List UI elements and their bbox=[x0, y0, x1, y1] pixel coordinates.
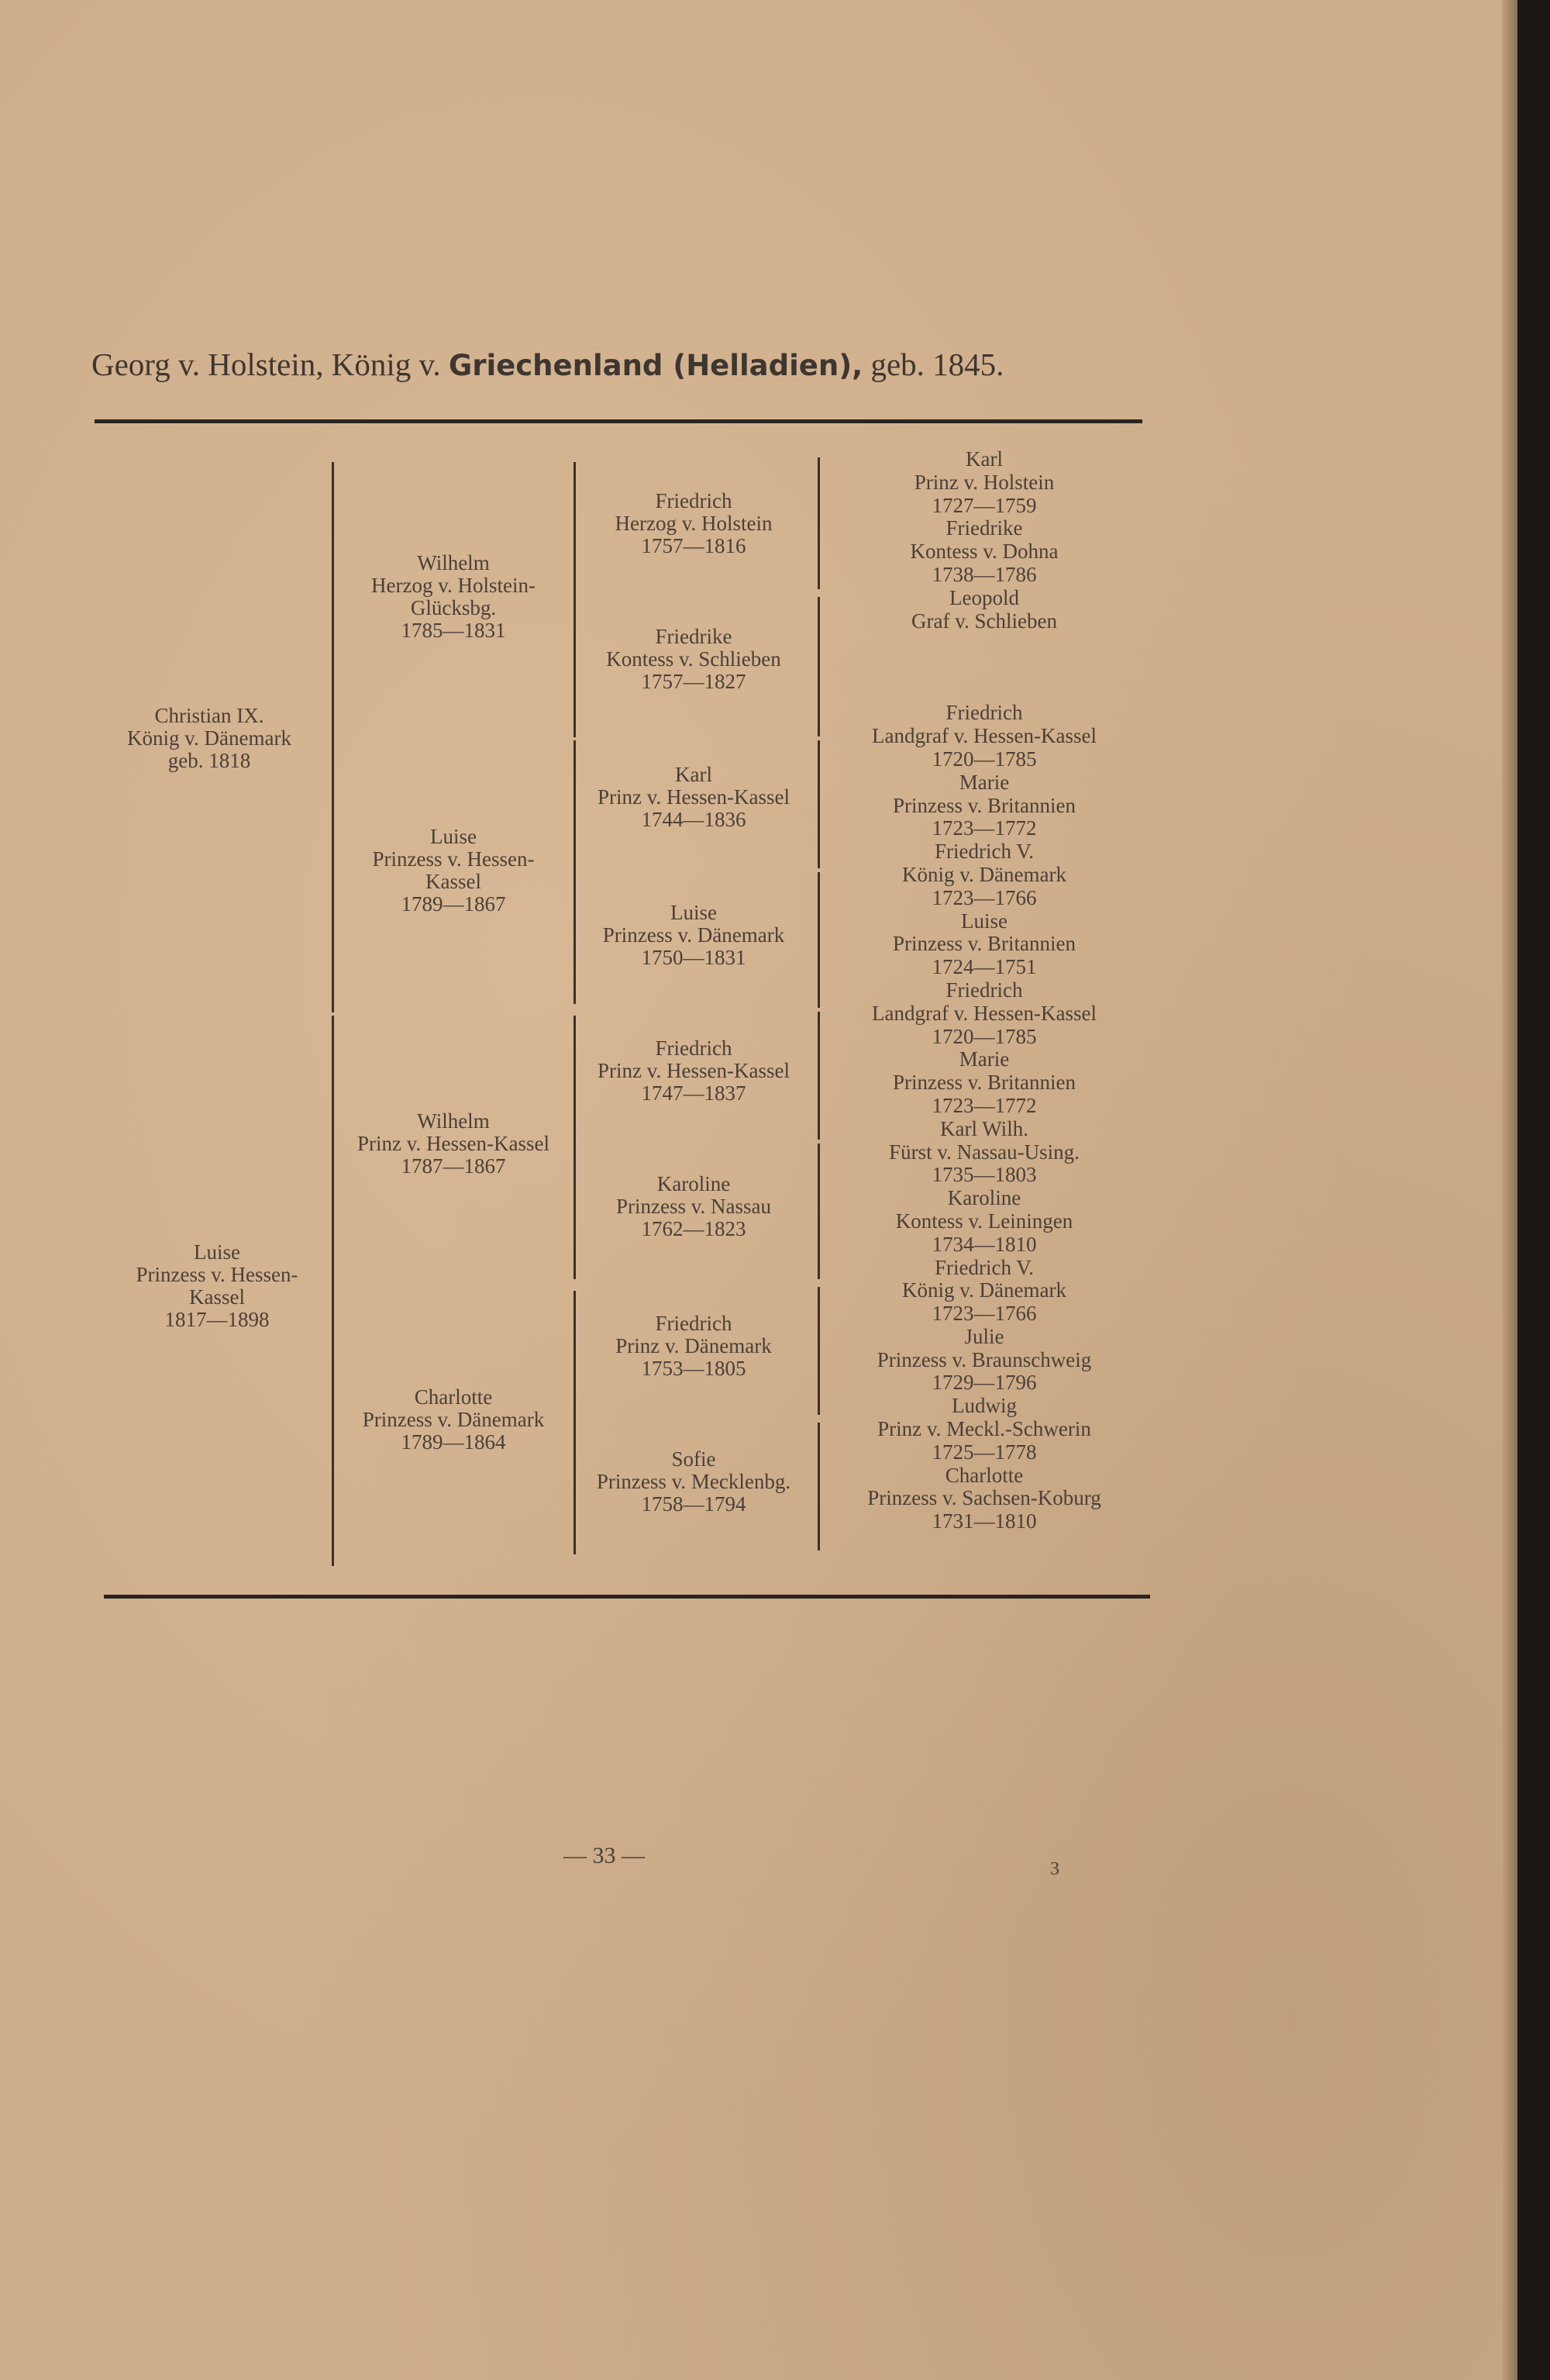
gen4-line: 1729—1796 bbox=[932, 1371, 1037, 1395]
gen4-line: Prinz v. Holstein bbox=[914, 470, 1055, 494]
gen4-line: König v. Dänemark bbox=[902, 862, 1066, 886]
gen4-line: Marie bbox=[959, 1047, 1010, 1071]
gen4-line: 1720—1785 bbox=[932, 1024, 1037, 1048]
bracket-gen1-a bbox=[332, 462, 334, 1012]
gen4-line: Friedrich V. bbox=[935, 840, 1034, 864]
bracket-gen3-c bbox=[818, 740, 820, 868]
gen4-line: Marie bbox=[959, 770, 1010, 794]
gen4-line: Friedrich bbox=[946, 978, 1023, 1002]
gen4-line: Karl bbox=[966, 447, 1003, 471]
page-title bbox=[91, 346, 1004, 383]
gen4-line: 1723—1766 bbox=[932, 885, 1037, 909]
gen2-person: Wilhelm Prinz v. Hessen-Kassel 1787—1867 bbox=[357, 1109, 549, 1178]
gen4-line: Landgraf v. Hessen-Kassel bbox=[872, 1001, 1097, 1025]
gen4-line: Friedrich V. bbox=[935, 1255, 1034, 1279]
gen3-person: Luise Prinzess v. Dänemark 1750—1831 bbox=[602, 901, 785, 969]
gen1-person: Luise Prinzess v. Hessen- Kassel 1817—1898 bbox=[136, 1240, 298, 1331]
gen4-line: Kontess v. Leiningen bbox=[895, 1209, 1073, 1233]
gen1-person: Christian IX. König v. Dänemark geb. 1818 bbox=[127, 704, 291, 772]
gen4-line: Friedrike bbox=[946, 516, 1023, 540]
bracket-gen3-f bbox=[818, 1143, 820, 1279]
gen3-person: Karoline Prinzess v. Nassau 1762—1823 bbox=[616, 1172, 771, 1240]
bracket-gen3-e bbox=[818, 1012, 820, 1140]
gen4-line: Fürst v. Nassau-Using. bbox=[889, 1140, 1080, 1164]
gen4-line: Karl Wilh. bbox=[940, 1116, 1028, 1140]
gen4-line: Leopold bbox=[949, 585, 1019, 609]
gen3-person: Friedrike Kontess v. Schlieben 1757—1827 bbox=[606, 625, 781, 693]
gen3-person: Karl Prinz v. Hessen-Kassel 1744—1836 bbox=[598, 763, 790, 831]
title-bold: Griechenland (Helladien), bbox=[448, 349, 863, 382]
signature-mark: 3 bbox=[1050, 1859, 1059, 1879]
gen4-line: Prinzess v. Sachsen-Koburg bbox=[867, 1486, 1101, 1510]
gen4-line: 1723—1772 bbox=[932, 1093, 1037, 1117]
gen4-line: Friedrich bbox=[946, 701, 1023, 725]
gen4-line: Graf v. Schlieben bbox=[911, 609, 1057, 633]
gen4-line: König v. Dänemark bbox=[902, 1278, 1066, 1302]
gen4-line: 1723—1766 bbox=[932, 1302, 1037, 1326]
gen4-line: 1735—1803 bbox=[932, 1163, 1037, 1187]
gen3-person: Friedrich Herzog v. Holstein 1757—1816 bbox=[615, 489, 773, 557]
gen3-person: Friedrich Prinz v. Dänemark 1753—1805 bbox=[615, 1312, 772, 1380]
title-trail: geb. 1845. bbox=[870, 347, 1004, 382]
page-number: — 33 — bbox=[563, 1843, 645, 1868]
top-rule bbox=[95, 419, 1142, 423]
bracket-gen3-a bbox=[818, 457, 820, 589]
gen4-line: Luise bbox=[961, 909, 1008, 933]
gen4-line: Julie bbox=[964, 1324, 1004, 1348]
gen3-person: Friedrich Prinz v. Hessen-Kassel 1747—1837 bbox=[598, 1037, 790, 1105]
gen4-line: 1731—1810 bbox=[932, 1509, 1037, 1533]
bracket-gen3-b bbox=[818, 597, 820, 736]
gen4-line: Karoline bbox=[947, 1186, 1021, 1210]
gen4-line: 1724—1751 bbox=[932, 955, 1037, 979]
gen4-line: 1720—1785 bbox=[932, 747, 1037, 771]
title-lead: Georg v. Holstein, König v. bbox=[91, 347, 441, 382]
gen4-line: Landgraf v. Hessen-Kassel bbox=[872, 724, 1097, 748]
gen4-line: 1725—1778 bbox=[932, 1440, 1037, 1464]
gen4-line: 1734—1810 bbox=[932, 1232, 1037, 1256]
page-edge bbox=[1502, 0, 1517, 2380]
gen4-line: Prinz v. Meckl.-Schwerin bbox=[877, 1417, 1091, 1441]
bracket-gen3-h bbox=[818, 1423, 820, 1550]
gen3-person: Sofie Prinzess v. Mecklenbg. 1758—1794 bbox=[596, 1447, 791, 1516]
gen4-line: Kontess v. Dohna bbox=[910, 540, 1059, 564]
gen4-line: Prinzess v. Britannien bbox=[893, 932, 1076, 956]
gen4-line: Ludwig bbox=[952, 1394, 1017, 1418]
gen2-person: Charlotte Prinzess v. Dänemark 1789—1864 bbox=[362, 1385, 545, 1454]
bracket-gen3-g bbox=[818, 1287, 820, 1415]
gen4-line: Prinzess v. Braunschweig bbox=[877, 1347, 1092, 1371]
gen4-column bbox=[822, 448, 1147, 1533]
bracket-gen3-d bbox=[818, 872, 820, 1008]
gen4-line: 1727—1759 bbox=[932, 493, 1037, 517]
gen2-person: Wilhelm Herzog v. Holstein- Glücksbg. 1785—1831 bbox=[371, 551, 536, 642]
gen4-line: 1723—1772 bbox=[932, 816, 1037, 840]
bottom-rule bbox=[104, 1595, 1150, 1599]
gen4-line: Prinzess v. Britannien bbox=[893, 1071, 1076, 1095]
gen2-person: Luise Prinzess v. Hessen- Kassel 1789—1867 bbox=[372, 825, 535, 916]
gen4-line: Prinzess v. Britannien bbox=[893, 793, 1076, 817]
gen4-line: Charlotte bbox=[945, 1463, 1024, 1487]
gen4-line: 1738—1786 bbox=[932, 562, 1037, 586]
